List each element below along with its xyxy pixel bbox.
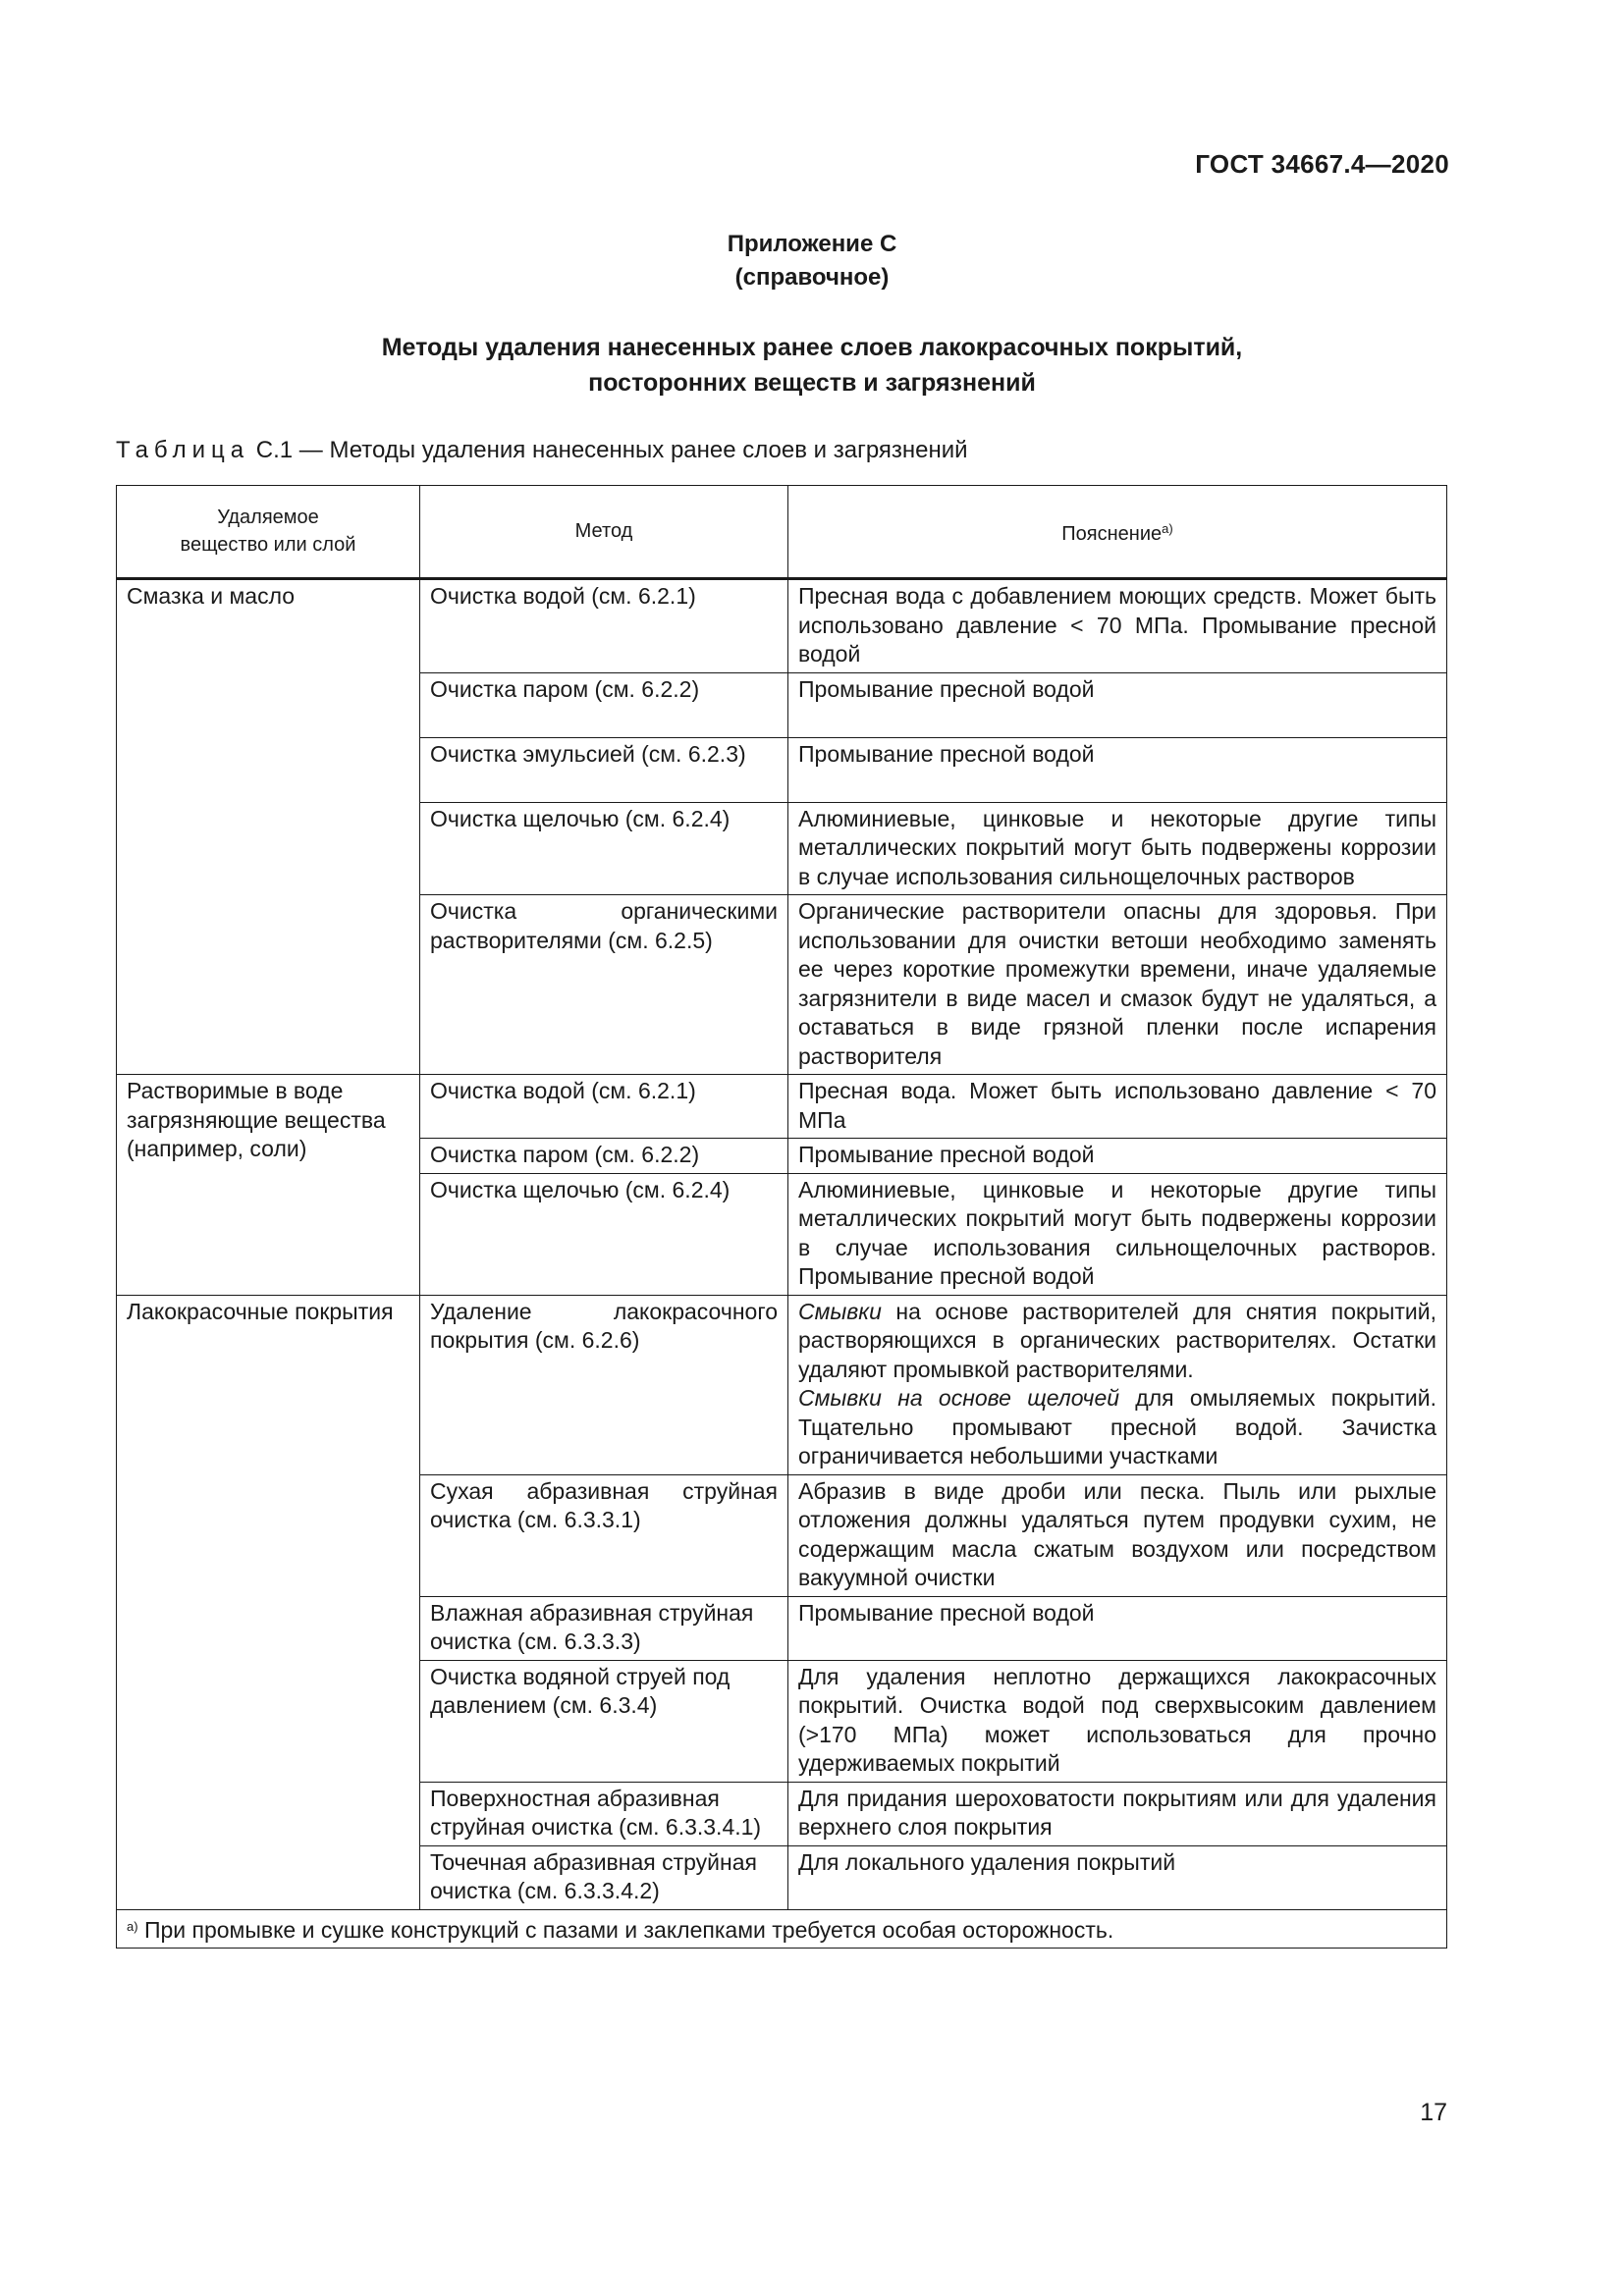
table-caption xyxy=(116,437,968,464)
table-footnote xyxy=(117,1909,1447,1949)
header-note-footnote-mark: а) xyxy=(1162,520,1173,536)
method-cell: Влажная абразивная струйная очистка (см. 6.3.3.3) xyxy=(420,1596,788,1660)
table-row xyxy=(117,579,1447,673)
header-substance xyxy=(117,486,420,579)
method-cell: Очистка эмульсией (см. 6.2.3) xyxy=(420,737,788,802)
table-header-row xyxy=(117,486,1447,579)
note-cell: Органические растворители опасны для здоровья. При использовании для очистки ветоши необходимо заменять ее через короткие промежутки времени, иначе удаляемые загрязнители в виде масел и смазок будут не удаляться, а оставаться в виде грязной пленки после испарения растворителя xyxy=(788,895,1447,1075)
methods-table xyxy=(116,485,1447,1949)
note-cell xyxy=(788,1295,1447,1474)
header-substance-label: Удаляемое вещество или слой xyxy=(180,507,356,556)
document-code: ГОСТ 34667.4—2020 xyxy=(1195,149,1449,179)
footnote-mark: а) xyxy=(127,1918,138,1934)
note-cell: Для придания шероховатости покрытиям или для удаления верхнего слоя покрытия xyxy=(788,1782,1447,1845)
method-cell: Сухая абразивная струйная очистка (см. 6.3.3.1) xyxy=(420,1474,788,1596)
method-cell: Очистка водой (см. 6.2.1) xyxy=(420,1075,788,1139)
header-note xyxy=(788,486,1447,579)
note-cell: Алюминиевые, цинковые и некоторые другие типы металлических покрытий могут быть подвержены коррозии в случае использования сильнощелочных растворов xyxy=(788,802,1447,895)
section-title-line-1: Методы удаления нанесенных ранее слоев лакокрасочных покрытий, xyxy=(381,334,1243,361)
footnote-text: При промывке и сушке конструкций с пазами и заклепками требуется особая осторожность. xyxy=(143,1916,1114,1943)
note-cell: Абразив в виде дроби или песка. Пыль или рыхлые отложения должны удаляться путем продувки сухим, не содержащим масла сжатым воздухом или посредством вакуумной очистки xyxy=(788,1474,1447,1596)
header-method-label: Метод xyxy=(574,520,633,542)
table-caption-label: Таблица xyxy=(116,437,250,463)
method-cell: Очистка паром (см. 6.2.2) xyxy=(420,672,788,737)
note-cell: Пресная вода с добавлением моющих средств. Может быть использовано давление < 70 МПа. Промывание пресной водой xyxy=(788,579,1447,673)
table-row xyxy=(117,1075,1447,1139)
method-cell: Поверхностная абразивная струйная очистка (см. 6.3.3.4.1) xyxy=(420,1782,788,1845)
appendix-subtitle: (справочное) xyxy=(734,264,890,291)
note-text: для омыляемых покрытий. Тщательно промывают пресной водой. Зачистка ограничивается небольшими участками xyxy=(798,1385,1436,1468)
note-cell: Промывание пресной водой xyxy=(788,672,1447,737)
section-title xyxy=(0,330,1624,400)
appendix-heading xyxy=(0,228,1624,294)
note-cell: Алюминиевые, цинковые и некоторые другие типы металлических покрытий могут быть подвержены коррозии в случае использования сильнощелочных растворов. Промывание пресной водой xyxy=(788,1173,1447,1295)
note-cell: Промывание пресной водой xyxy=(788,737,1447,802)
header-note-label: Пояснение xyxy=(1061,522,1163,545)
note-cell: Промывание пресной водой xyxy=(788,1596,1447,1660)
page-number: 17 xyxy=(1420,2099,1447,2126)
table-footnote-row xyxy=(117,1909,1447,1949)
method-cell: Очистка щелочью (см. 6.2.4) xyxy=(420,802,788,895)
table-row xyxy=(117,1295,1447,1474)
table-caption-text: С.1 — Методы удаления нанесенных ранее слоев и загрязнений xyxy=(255,437,968,463)
substance-cell: Лакокрасочные покрытия xyxy=(117,1295,420,1909)
method-cell: Очистка органическими растворителями (см. 6.2.5) xyxy=(420,895,788,1075)
note-emphasis: Смывки xyxy=(798,1298,882,1324)
appendix-title: Приложение С xyxy=(727,231,897,257)
method-cell: Очистка щелочью (см. 6.2.4) xyxy=(420,1173,788,1295)
note-cell: Для локального удаления покрытий xyxy=(788,1845,1447,1909)
header-method xyxy=(420,486,788,579)
method-cell: Очистка паром (см. 6.2.2) xyxy=(420,1139,788,1174)
substance-cell: Смазка и масло xyxy=(117,579,420,1075)
section-title-line-2: посторонних веществ и загрязнений xyxy=(588,369,1036,397)
note-cell: Пресная вода. Может быть использовано давление < 70 МПа xyxy=(788,1075,1447,1139)
method-cell: Очистка водой (см. 6.2.1) xyxy=(420,579,788,673)
note-text: на основе растворителей для снятия покрытий, растворяющихся в органических растворителях. Остатки удаляют промывкой растворителями. xyxy=(798,1298,1436,1382)
note-emphasis: Смывки на основе щелочей xyxy=(798,1385,1120,1411)
substance-cell: Растворимые в воде загрязняющие вещества (например, соли) xyxy=(117,1075,420,1296)
method-cell: Очистка водяной струей под давлением (см. 6.3.4) xyxy=(420,1660,788,1782)
note-cell: Промывание пресной водой xyxy=(788,1139,1447,1174)
note-cell: Для удаления неплотно держащихся лакокрасочных покрытий. Очистка водой под сверхвысоким давлением (>170 МПа) может использоваться для прочно удерживаемых покрытий xyxy=(788,1660,1447,1782)
method-cell: Удаление лакокрасочного покрытия (см. 6.2.6) xyxy=(420,1295,788,1474)
method-cell: Точечная абразивная струйная очистка (см. 6.3.3.4.2) xyxy=(420,1845,788,1909)
